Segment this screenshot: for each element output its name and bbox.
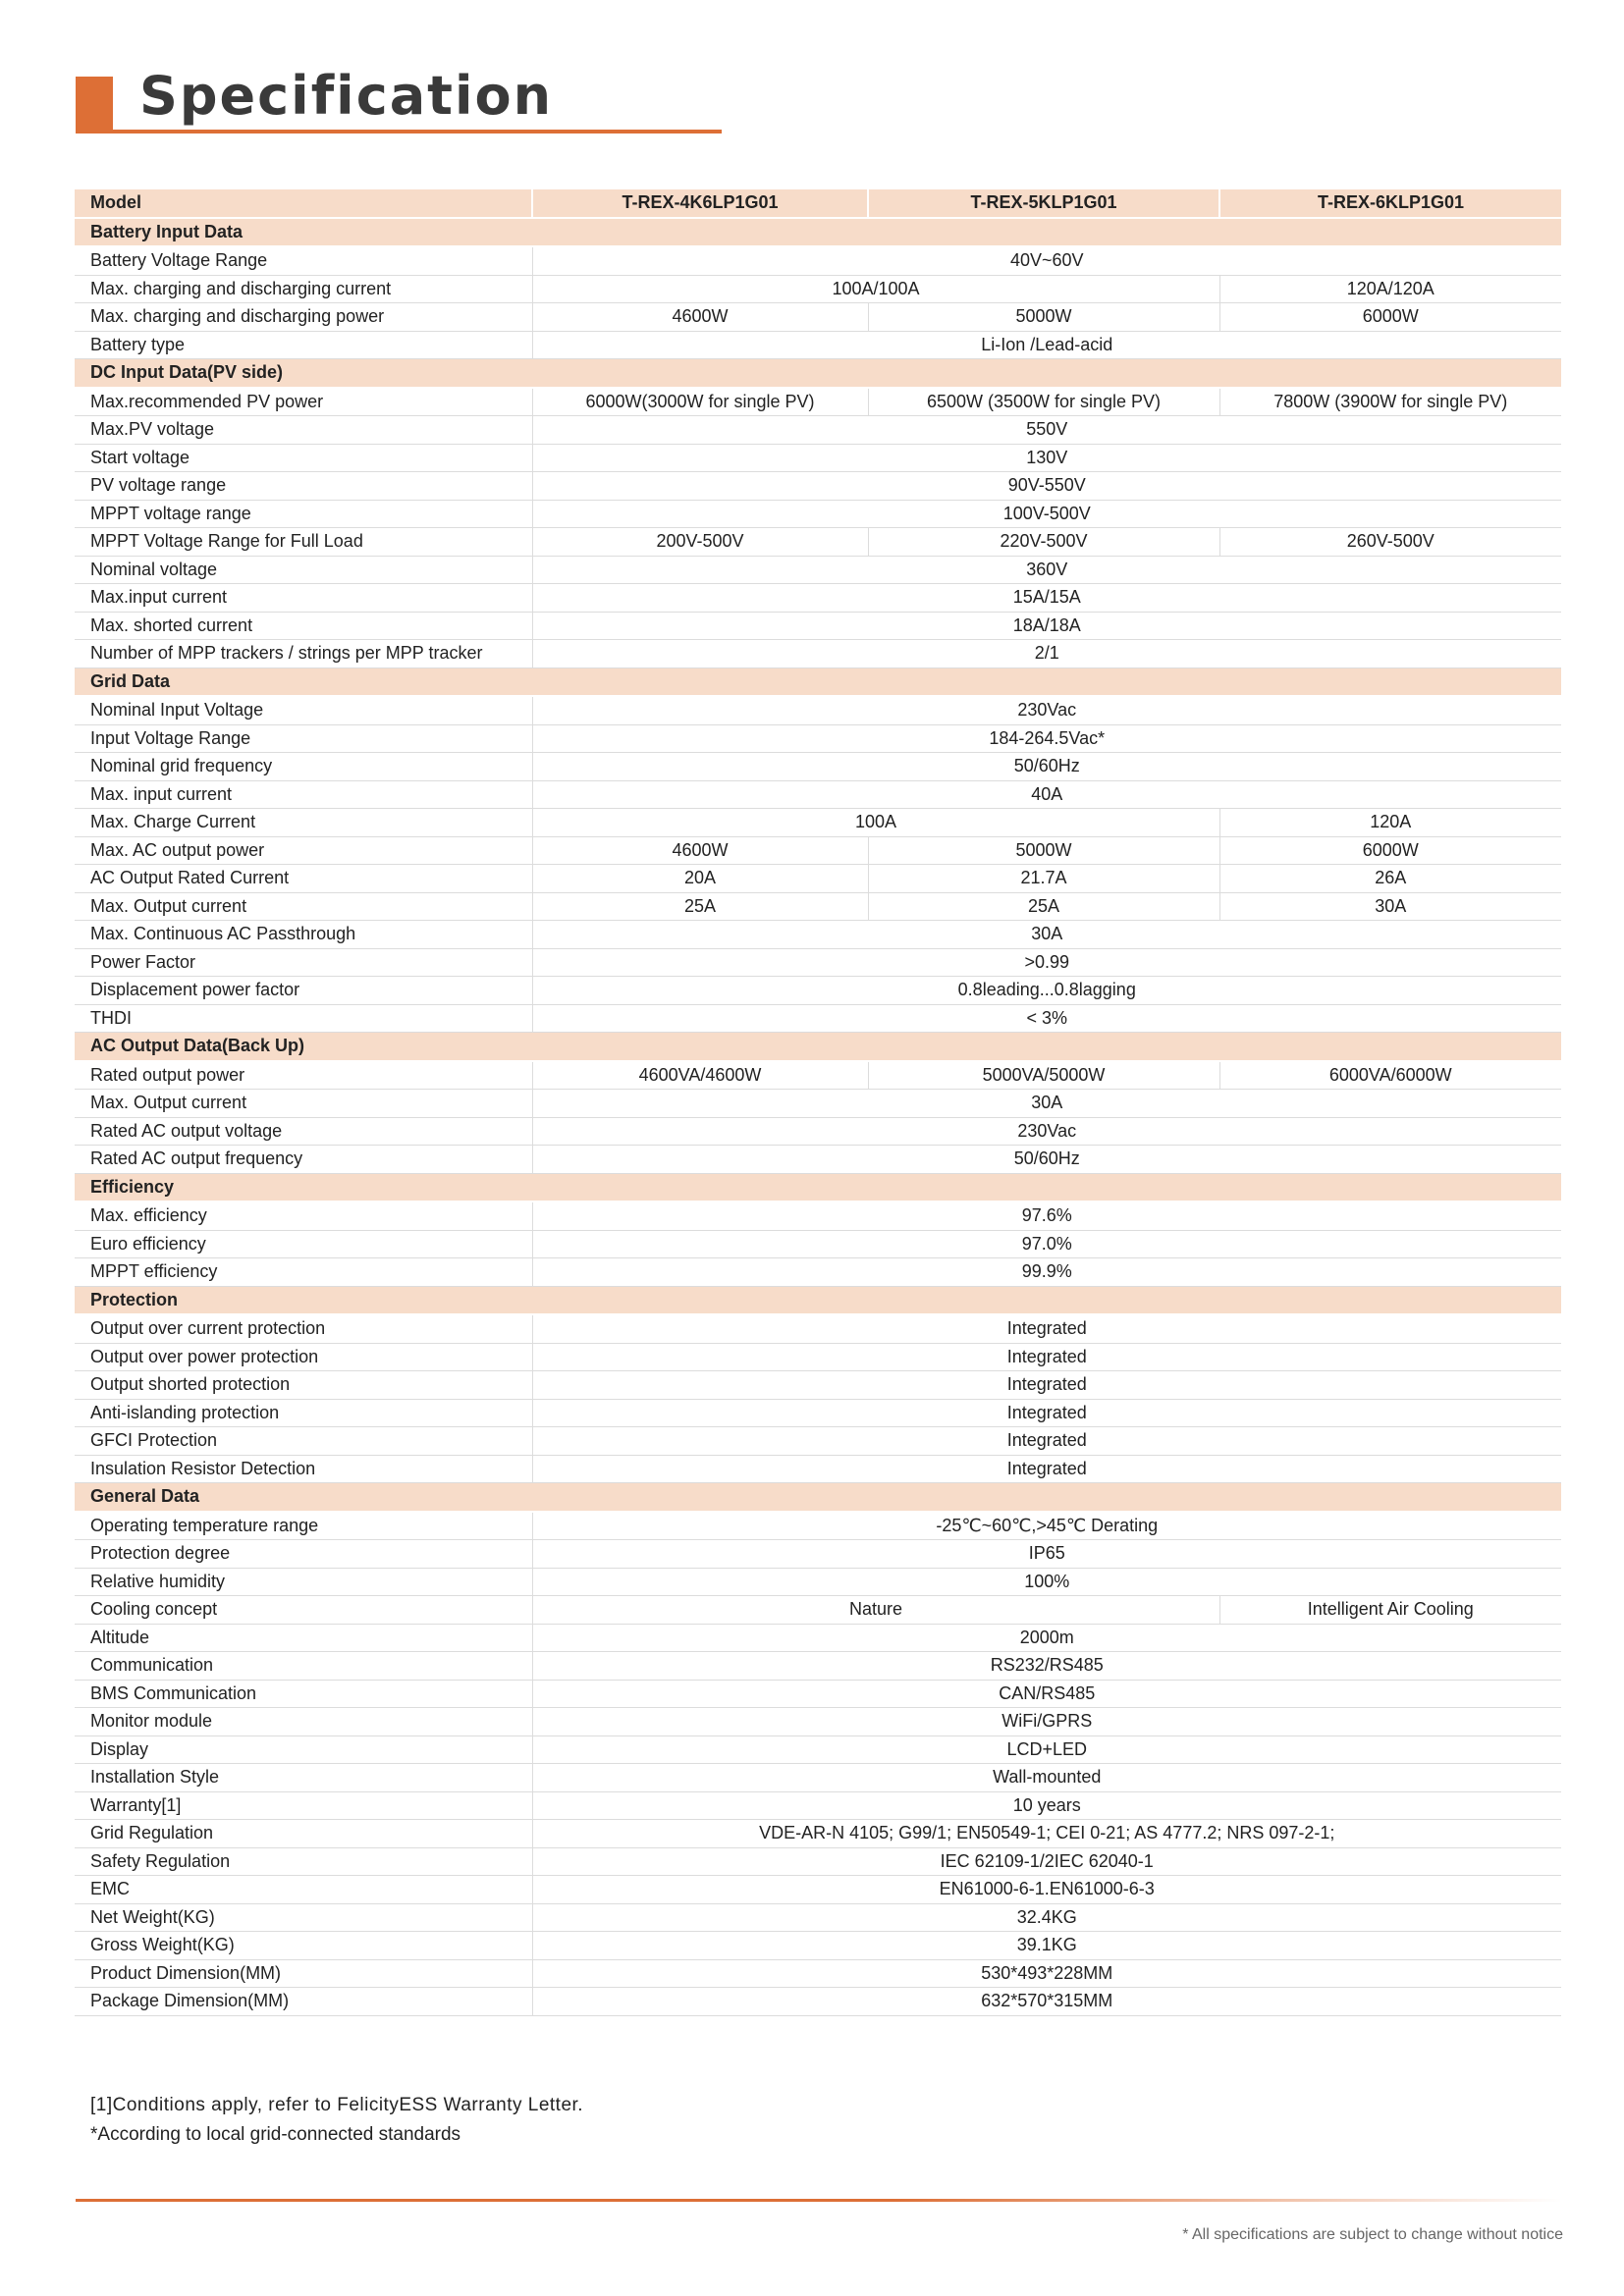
footnote: *According to local grid-connected standards [90,2124,461,2145]
spec-row [75,1624,1561,1652]
model-name: T-REX-4K6LP1G01 [532,189,868,218]
spec-row [75,416,1561,445]
spec-row [75,556,1561,584]
spec-value: Integrated [532,1371,1561,1400]
spec-row [75,1988,1561,2016]
spec-label: Altitude [75,1624,532,1652]
spec-value: 30A [532,921,1561,949]
spec-row [75,275,1561,303]
section-title: AC Output Data(Back Up) [75,1033,1561,1061]
spec-value: 2/1 [532,640,1561,668]
spec-value: 4600VA/4600W [532,1061,868,1090]
spec-row [75,472,1561,501]
spec-row [75,1791,1561,1820]
spec-value: 97.0% [532,1230,1561,1258]
spec-label: Max. AC output power [75,836,532,865]
spec-value: 6000W [1219,836,1561,865]
spec-row [75,584,1561,613]
spec-row [75,921,1561,949]
spec-label: Battery type [75,331,532,359]
spec-label: Insulation Resistor Detection [75,1455,532,1483]
spec-label: EMC [75,1876,532,1904]
spec-label: Euro efficiency [75,1230,532,1258]
spec-label: Power Factor [75,948,532,977]
spec-row [75,444,1561,472]
spec-row [75,1820,1561,1848]
spec-label: Input Voltage Range [75,724,532,753]
spec-row [75,1932,1561,1960]
spec-value: 90V-550V [532,472,1561,501]
section-title: General Data [75,1483,1561,1512]
spec-value: 40V~60V [532,246,1561,275]
spec-value: 26A [1219,865,1561,893]
spec-value: Nature [532,1596,1219,1625]
spec-row [75,696,1561,724]
spec-label: Warranty[1] [75,1791,532,1820]
spec-label: Max. Charge Current [75,809,532,837]
spec-label: Rated AC output frequency [75,1146,532,1174]
spec-value: 0.8leading...0.8lagging [532,977,1561,1005]
spec-label: MPPT voltage range [75,500,532,528]
spec-row [75,500,1561,528]
spec-label: Grid Regulation [75,1820,532,1848]
spec-value: CAN/RS485 [532,1680,1561,1708]
section-header-row [75,359,1561,388]
spec-value: 97.6% [532,1201,1561,1230]
spec-value: Integrated [532,1343,1561,1371]
spec-value: 5000W [868,836,1219,865]
spec-value: 50/60Hz [532,753,1561,781]
spec-value: 2000m [532,1624,1561,1652]
spec-label: Start voltage [75,444,532,472]
spec-label: Displacement power factor [75,977,532,1005]
spec-label: Product Dimension(MM) [75,1959,532,1988]
spec-row [75,1090,1561,1118]
spec-value: 230Vac [532,1117,1561,1146]
spec-value: 10 years [532,1791,1561,1820]
spec-row [75,528,1561,557]
section-title: Protection [75,1286,1561,1314]
spec-label: MPPT efficiency [75,1258,532,1287]
section-header-row [75,218,1561,247]
model-label: Model [75,189,532,218]
spec-label: Max. charging and discharging current [75,275,532,303]
spec-value: LCD+LED [532,1735,1561,1764]
spec-row [75,948,1561,977]
spec-value: 18A/18A [532,612,1561,640]
footnote: [1]Conditions apply, refer to FelicityESS Warranty Letter. [90,2095,584,2115]
spec-row [75,753,1561,781]
section-header-row [75,1483,1561,1512]
spec-value: 6500W (3500W for single PV) [868,388,1219,416]
spec-value: 50/60Hz [532,1146,1561,1174]
title-accent-block [76,77,113,132]
spec-value: RS232/RS485 [532,1652,1561,1681]
spec-value: Wall-mounted [532,1764,1561,1792]
spec-row [75,1876,1561,1904]
disclaimer: * All specifications are subject to change without notice [1182,2226,1563,2243]
spec-row [75,1117,1561,1146]
specification-table-body [75,189,1561,2015]
spec-row [75,809,1561,837]
section-header-row [75,1173,1561,1201]
spec-row [75,1652,1561,1681]
model-name: T-REX-5KLP1G01 [868,189,1219,218]
spec-label: Operating temperature range [75,1512,532,1540]
footer-rule [76,2199,1562,2202]
spec-value: -25℃~60℃,>45℃ Derating [532,1512,1561,1540]
spec-label: AC Output Rated Current [75,865,532,893]
spec-value: 4600W [532,836,868,865]
spec-row [75,1061,1561,1090]
spec-label: MPPT Voltage Range for Full Load [75,528,532,557]
spec-row [75,1427,1561,1456]
page-title: Specification [139,65,554,127]
spec-label: Communication [75,1652,532,1681]
spec-value: Integrated [532,1427,1561,1456]
spec-label: Output over power protection [75,1343,532,1371]
spec-value: 100A/100A [532,275,1219,303]
spec-value: 260V-500V [1219,528,1561,557]
spec-label: Package Dimension(MM) [75,1988,532,2016]
spec-row [75,1343,1561,1371]
model-header-row [75,189,1561,218]
spec-row [75,1903,1561,1932]
spec-value: 7800W (3900W for single PV) [1219,388,1561,416]
model-name: T-REX-6KLP1G01 [1219,189,1561,218]
section-header-row [75,1033,1561,1061]
spec-value: 32.4KG [532,1903,1561,1932]
spec-value: Integrated [532,1455,1561,1483]
spec-value: 230Vac [532,696,1561,724]
spec-value: 130V [532,444,1561,472]
spec-label: Gross Weight(KG) [75,1932,532,1960]
spec-value: >0.99 [532,948,1561,977]
spec-row [75,1004,1561,1033]
section-title: Battery Input Data [75,218,1561,247]
specification-table [75,189,1561,2016]
spec-row [75,388,1561,416]
spec-value: EN61000-6-1.EN61000-6-3 [532,1876,1561,1904]
spec-row [75,1146,1561,1174]
spec-label: Display [75,1735,532,1764]
spec-label: Max. input current [75,780,532,809]
spec-label: BMS Communication [75,1680,532,1708]
spec-row [75,892,1561,921]
spec-row [75,1399,1561,1427]
spec-row [75,1847,1561,1876]
section-title: DC Input Data(PV side) [75,359,1561,388]
spec-value: 184-264.5Vac* [532,724,1561,753]
spec-label: GFCI Protection [75,1427,532,1456]
spec-label: Monitor module [75,1708,532,1736]
spec-row [75,1512,1561,1540]
spec-label: Max. Continuous AC Passthrough [75,921,532,949]
spec-row [75,246,1561,275]
spec-value: 40A [532,780,1561,809]
spec-value: 360V [532,556,1561,584]
section-title: Efficiency [75,1173,1561,1201]
spec-row [75,1230,1561,1258]
spec-value: Li-Ion /Lead-acid [532,331,1561,359]
spec-value: 30A [532,1090,1561,1118]
spec-value: 6000W [1219,303,1561,332]
spec-label: PV voltage range [75,472,532,501]
spec-value: IEC 62109-1/2IEC 62040-1 [532,1847,1561,1876]
spec-label: Anti-islanding protection [75,1399,532,1427]
spec-row [75,1540,1561,1569]
spec-label: Battery Voltage Range [75,246,532,275]
spec-row [75,331,1561,359]
spec-row [75,1568,1561,1596]
spec-row [75,1201,1561,1230]
spec-value: 6000W(3000W for single PV) [532,388,868,416]
spec-label: Nominal Input Voltage [75,696,532,724]
section-title: Grid Data [75,667,1561,696]
spec-label: Max. Output current [75,1090,532,1118]
spec-row [75,1959,1561,1988]
spec-label: Max. Output current [75,892,532,921]
spec-value: 25A [868,892,1219,921]
spec-label: Max. efficiency [75,1201,532,1230]
spec-row [75,612,1561,640]
spec-label: Output shorted protection [75,1371,532,1400]
spec-value: 25A [532,892,868,921]
spec-row [75,836,1561,865]
spec-row [75,780,1561,809]
spec-label: Max.recommended PV power [75,388,532,416]
title-underline [76,130,722,133]
spec-row [75,1371,1561,1400]
spec-value: Integrated [532,1399,1561,1427]
spec-label: THDI [75,1004,532,1033]
spec-value: IP65 [532,1540,1561,1569]
spec-row [75,865,1561,893]
spec-label: Max.input current [75,584,532,613]
spec-label: Max.PV voltage [75,416,532,445]
spec-row [75,1596,1561,1625]
spec-label: Protection degree [75,1540,532,1569]
spec-label: Nominal voltage [75,556,532,584]
spec-value: VDE-AR-N 4105; G99/1; EN50549-1; CEI 0-21; AS 4777.2; NRS 097-2-1; [532,1820,1561,1848]
spec-row [75,1314,1561,1343]
spec-value: 4600W [532,303,868,332]
spec-value: 20A [532,865,868,893]
spec-value: 632*570*315MM [532,1988,1561,2016]
spec-value: 100% [532,1568,1561,1596]
spec-label: Max. charging and discharging power [75,303,532,332]
spec-value: WiFi/GPRS [532,1708,1561,1736]
spec-label: Nominal grid frequency [75,753,532,781]
section-header-row [75,667,1561,696]
section-header-row [75,1286,1561,1314]
spec-label: Net Weight(KG) [75,1903,532,1932]
spec-value: 15A/15A [532,584,1561,613]
spec-value: 39.1KG [532,1932,1561,1960]
spec-label: Safety Regulation [75,1847,532,1876]
spec-value: 21.7A [868,865,1219,893]
spec-row [75,724,1561,753]
spec-value: 120A/120A [1219,275,1561,303]
spec-label: Max. shorted current [75,612,532,640]
spec-value: < 3% [532,1004,1561,1033]
spec-label: Cooling concept [75,1596,532,1625]
spec-row [75,1455,1561,1483]
spec-label: Output over current protection [75,1314,532,1343]
spec-value: Integrated [532,1314,1561,1343]
spec-row [75,977,1561,1005]
spec-label: Rated AC output voltage [75,1117,532,1146]
spec-value: 220V-500V [868,528,1219,557]
spec-row [75,1735,1561,1764]
spec-row [75,640,1561,668]
spec-value: 6000VA/6000W [1219,1061,1561,1090]
spec-value: 30A [1219,892,1561,921]
spec-label: Rated output power [75,1061,532,1090]
spec-value: 530*493*228MM [532,1959,1561,1988]
spec-value: 200V-500V [532,528,868,557]
spec-row [75,1258,1561,1287]
spec-value: 120A [1219,809,1561,837]
footnotes [90,2091,583,2150]
spec-value: 100A [532,809,1219,837]
spec-row [75,1680,1561,1708]
spec-value: 5000VA/5000W [868,1061,1219,1090]
spec-value: 100V-500V [532,500,1561,528]
spec-row [75,303,1561,332]
spec-label: Relative humidity [75,1568,532,1596]
spec-row [75,1708,1561,1736]
spec-label: Installation Style [75,1764,532,1792]
spec-row [75,1764,1561,1792]
spec-value: 99.9% [532,1258,1561,1287]
spec-value: 5000W [868,303,1219,332]
spec-value: 550V [532,416,1561,445]
spec-label: Number of MPP trackers / strings per MPP tracker [75,640,532,668]
spec-value: Intelligent Air Cooling [1219,1596,1561,1625]
